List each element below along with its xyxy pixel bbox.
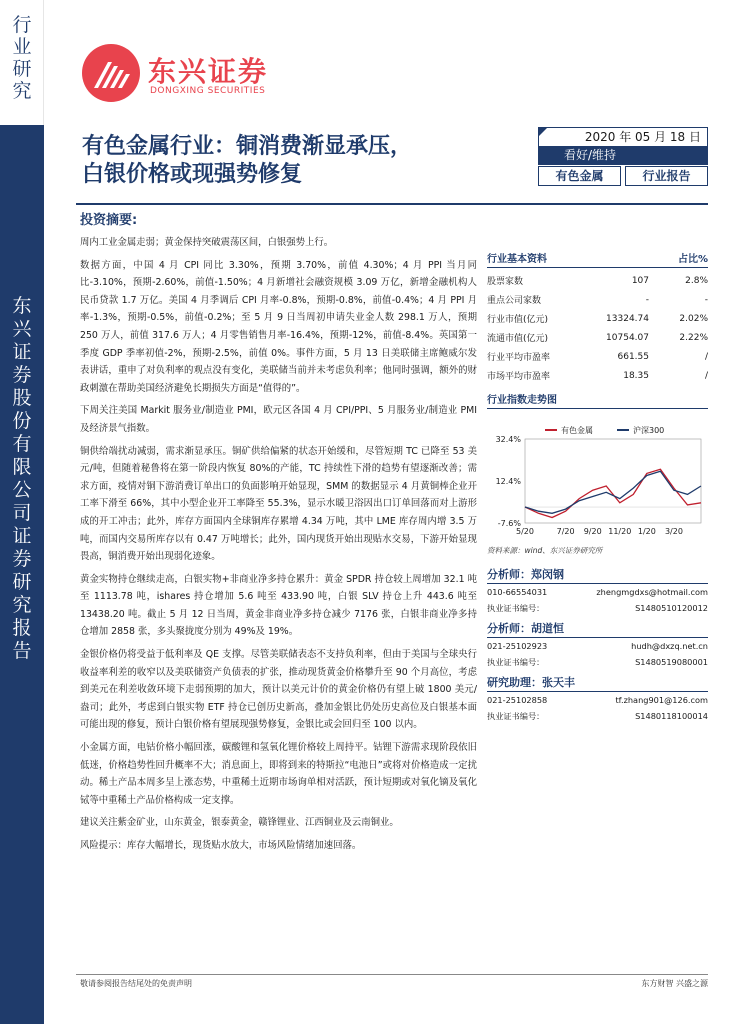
row-key: 市场平均市盈率 xyxy=(487,372,551,382)
analyst-phone: 021-25102858 xyxy=(487,695,548,705)
sidebar-top xyxy=(0,0,44,125)
row-ratio: - xyxy=(704,294,708,305)
footer-divider xyxy=(76,974,708,975)
summary-paragraph: 黄金实物持仓继续走高，白银实物+非商业净多持仓累升：黄金 SPDR 持仓较上周增加 32.1 吨至 1113.78 吨，ishares 持仓增加 5.6 吨至 433.90 吨，白银 SLV 持仓上升 443.6 吨至 13438.20 吨。截止 5 月 12 日当周，黄金非商业净多持仓减少 7176 张，白银非商业净多持仓增加 2858 张，多头聚拢度分别为 49%及 19%。 xyxy=(80,573,477,638)
summary-paragraph: 下周关注美国 Markit 服务业/制造业 PMI，欧元区各国 4 月 CPI/PPI、5 月服务业/制造业 PMI 及经济景气指数。 xyxy=(80,405,477,434)
tag-row xyxy=(538,166,708,186)
ratio-column-title: 占比% xyxy=(677,254,708,265)
chart-source: 资料来源：wind、东兴证券研究所 xyxy=(487,546,603,555)
row-value: 107 xyxy=(631,275,649,286)
analyst-phone: 021-25102923 xyxy=(487,641,548,651)
summary-paragraph: 铜供给端扰动减弱，需求渐显承压。铜矿供给偏紧的状态开始缓和，尽管短期 TC 已降至 53 美元/吨，但随着秘鲁将在第一阶段内恢复 80%的产能，TC 持续性下滑的趋势有望逐渐改善；需求方面，疫情对铜下游消费订单出口的负面影响开始显现，SMM 的数据显示 4 月黄铜棒企业开工率下滑至 66%，其中小型企业开工率降至 55.3%，显示水暖卫浴因出口订单回落而对上游形成的开工冲击；此外，库存方面国内全球铜库存累增 4.34 万吨，其中 LME 库存周内增 3.5 万吨，而国内交易所库存以有 0.47 万吨增长；此外，国内现货开始出现贴水交易，下游开始显现畏高，铜消费开始出现弱化迹象。 xyxy=(80,445,477,563)
industry-tag: 有色金属 xyxy=(538,166,621,186)
analyst-cert-no: S1480519080001 xyxy=(635,657,708,667)
summary-paragraph: 数据方面，中国 4 月 CPI 同比 3.30%，预期 3.70%，前值 4.30%；4 月 PPI 当月同比-3.10%，预期-2.60%，前值-1.50%；4 月新增社会融资规模 3.09 万亿，新增金融机构人民币贷款 1.7 万亿。美国 4 月季调后 CPI 月率-0.8%，预期-0.8%，前值-0.4%；4 月 PPI 月率-1.3%，预期-0.5%，前值-0.2%；至 5 月 9 日当周初申请失业金人数 298.1 万人，预期 250 万人，前值 317.6 万人；4 月零售销售月率-16.4%，预期-12%，前值-8.4%。英国第一季度 GDP 季率初值-2%，预期-2.5%，前值 0%。事件方面，5 月 13 日美联储主席鲍威尔发表讲话，重申了对负利率的观点没有变化，美联储当前并未考虑负利率；他同时强调，额外的财政刺激在帮助美国经济避免长期损失方面是“值得的”。 xyxy=(80,259,477,394)
row-ratio: 2.02% xyxy=(679,313,708,324)
analyst-name: 分析师：胡道恒 xyxy=(487,620,708,638)
row-value: 18.35 xyxy=(623,370,649,381)
rating-badge: 看好/维持 xyxy=(538,146,708,165)
analyst-cert-row xyxy=(487,708,708,724)
company-report-label: 东兴证券股份有限公司证券研究报告 xyxy=(12,295,32,662)
analyst-contact-row xyxy=(487,692,708,708)
row-key: 股票家数 xyxy=(487,277,524,287)
summary-paragraph: 小金属方面，电钴价格小幅回涨，碳酸锂和氢氧化锂价格较上周持平。钴锂下游需求现阶段依旧低迷，价格趋势性回升概率不大；消息面上，即将到来的特斯拉“电池日”或将对价格造成一定扰动。稀土产品本周多呈上涨态势，中重稀土近期市场询单相对活跃，预计短期或对氧化镝及氧化铽等中重稀土产品价格构成一定支撑。 xyxy=(80,742,477,806)
summary-heading: 投资摘要: xyxy=(80,213,138,228)
report-category-label: 行业研究 xyxy=(12,14,32,102)
analyst-cert-no: S1480510120012 xyxy=(635,603,708,613)
row-value: 13324.74 xyxy=(606,313,649,324)
analyst-email[interactable]: hudh@dxzq.net.cn xyxy=(631,641,708,651)
company-logo xyxy=(82,44,292,104)
report-date xyxy=(538,127,708,146)
analyst-entry xyxy=(487,566,708,616)
right-column xyxy=(487,250,708,724)
analyst-cert-label: 执业证书编号： xyxy=(487,602,545,613)
header-divider xyxy=(76,203,708,205)
y-tick-label: 32.4% xyxy=(495,435,521,444)
chart-svg xyxy=(487,419,708,541)
basic-info-heading xyxy=(487,250,708,268)
analyst-block xyxy=(487,566,708,724)
title-line-1: 有色金属行业：铜消费渐显承压， xyxy=(82,134,413,159)
y-tick-label: 12.4% xyxy=(495,477,521,486)
analyst-cert-no: S1480118100014 xyxy=(635,711,708,721)
report-date-text: 2020 年 05 月 18 日 xyxy=(584,130,701,144)
index-trend-chart xyxy=(487,419,708,541)
row-key: 行业平均市盈率 xyxy=(487,353,551,363)
summary-paragraph: 风险提示：库存大幅增长，现货贴水放大，市场风险情绪加速回落。 xyxy=(80,840,362,851)
date-rating-box xyxy=(538,127,708,185)
row-key: 重点公司家数 xyxy=(487,296,542,306)
analyst-cert-row xyxy=(487,600,708,616)
disclaimer-note: 敬请参阅报告结尾处的免责声明 xyxy=(80,979,192,988)
plot-frame xyxy=(525,439,701,523)
table-row xyxy=(487,347,708,366)
corner-triangle-icon xyxy=(538,127,548,137)
analyst-email[interactable]: tf.zhang901@126.com xyxy=(615,695,708,705)
analyst-contact-row xyxy=(487,584,708,600)
table-row xyxy=(487,328,708,347)
legend-label: 有色金属 xyxy=(561,426,593,435)
x-tick-label: 1/20 xyxy=(637,527,656,536)
analyst-name: 研究助理：张天丰 xyxy=(487,674,708,692)
series-line xyxy=(525,469,701,517)
x-tick-label: 11/20 xyxy=(608,527,632,536)
x-tick-label: 5/20 xyxy=(516,527,534,536)
row-value: - xyxy=(645,294,649,305)
x-tick-label: 7/20 xyxy=(556,527,575,536)
summary-paragraph: 建议关注紫金矿业，山东黄金，银泰黄金，赣锋锂业、江西铜业及云南铜业。 xyxy=(80,817,399,829)
row-ratio: 2.22% xyxy=(679,332,708,343)
analyst-cert-row xyxy=(487,654,708,670)
row-value: 10754.07 xyxy=(606,332,649,343)
analyst-cert-label: 执业证书编号： xyxy=(487,656,545,667)
logo-mark-icon xyxy=(90,58,132,90)
summary-paragraph: 金银价格仍将受益于低利率及 QE 支撑。尽管美联储表态不支持负利率，但由于美国与全球央行收益率利差的收窄以及美联储资产负债表的扩张，推动现货黄金价格攀升至 90 个月高位，考虑到美元在利差收敛环境下走弱预期的加大，预计以美元计价的黄金价格仍有望上破 1800 美元/盎司；此外，考虑到白银实物 ETF 持仓已创历史新高，叠加金银比仍处历史高位及白银基本面可能出现的修复，预计白银价格有望展现强势修复，金银比或会回归至 100 以内。 xyxy=(80,649,477,731)
basic-info-table xyxy=(487,271,708,385)
sidebar-bar xyxy=(0,125,44,1024)
analyst-entry xyxy=(487,620,708,670)
legend-label: 沪深300 xyxy=(633,426,665,435)
row-key: 流通市值(亿元) xyxy=(487,334,549,344)
chart-heading: 行业指数走势图 xyxy=(487,391,708,409)
summary-paragraph: 周内工业金属走弱；黄金保持突破震荡区间，白银强势上行。 xyxy=(80,237,334,248)
x-tick-label: 3/20 xyxy=(664,527,683,536)
analyst-contact-row xyxy=(487,638,708,654)
x-tick-label: 9/20 xyxy=(583,527,602,536)
row-ratio: / xyxy=(704,351,708,362)
analyst-entry xyxy=(487,674,708,724)
row-ratio: / xyxy=(704,370,708,381)
table-row xyxy=(487,366,708,385)
analyst-cert-label: 执业证书编号： xyxy=(487,710,545,721)
row-key: 行业市值(亿元) xyxy=(487,315,549,325)
table-row xyxy=(487,309,708,328)
row-value: 661.55 xyxy=(617,351,649,362)
basic-info-title: 行业基本资料 xyxy=(487,254,547,265)
report-title xyxy=(82,133,522,189)
footer-slogan: 东方财智 兴盛之源 xyxy=(641,979,708,988)
y-tick-label: -7.6% xyxy=(497,519,521,528)
logo-en-text: DONGXING SECURITIES xyxy=(150,86,266,96)
row-ratio: 2.8% xyxy=(685,275,708,286)
analyst-phone: 010-66554031 xyxy=(487,587,548,597)
analyst-email[interactable]: zhengmgdxs@hotmail.com xyxy=(596,587,708,597)
table-row xyxy=(487,290,708,309)
investment-summary xyxy=(80,209,477,860)
table-row xyxy=(487,271,708,290)
analyst-name: 分析师：郑闵钢 xyxy=(487,566,708,584)
report-type-tag: 行业报告 xyxy=(625,166,708,186)
title-line-2: 白银价格或现强势修复 xyxy=(82,162,303,187)
logo-cn-text: 东兴证券 xyxy=(148,55,269,88)
